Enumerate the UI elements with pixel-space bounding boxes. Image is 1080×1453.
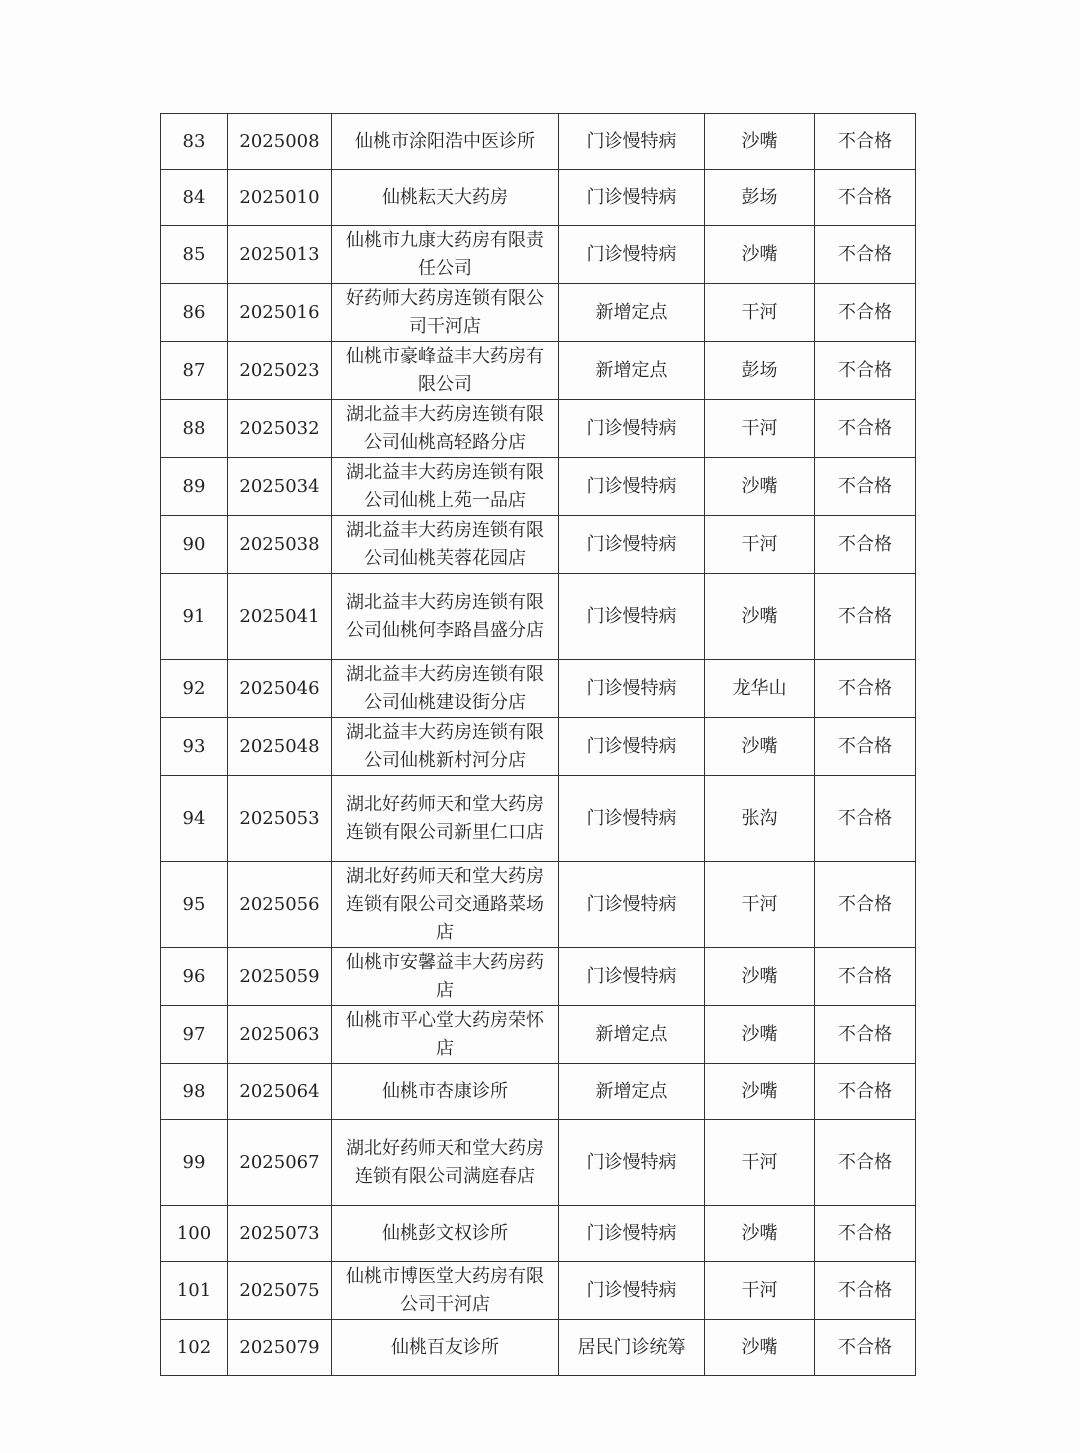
district: 彭场 — [705, 170, 815, 226]
service-type: 门诊慢特病 — [559, 1120, 705, 1206]
institution-code: 2025053 — [228, 776, 332, 862]
institution-name: 仙桃市九康大药房有限责任公司 — [332, 226, 559, 284]
district: 干河 — [705, 1120, 815, 1206]
result: 不合格 — [815, 284, 916, 342]
table-row — [161, 1064, 916, 1120]
institution-name: 湖北益丰大药房连锁有限公司仙桃何李路昌盛分店 — [332, 574, 559, 660]
table-row — [161, 776, 916, 862]
institution-code: 2025023 — [228, 342, 332, 400]
institution-code: 2025046 — [228, 660, 332, 718]
district: 沙嘴 — [705, 574, 815, 660]
result: 不合格 — [815, 718, 916, 776]
service-type: 门诊慢特病 — [559, 170, 705, 226]
institution-code: 2025056 — [228, 862, 332, 948]
result: 不合格 — [815, 458, 916, 516]
district: 彭场 — [705, 342, 815, 400]
table-body — [161, 114, 916, 1376]
result: 不合格 — [815, 400, 916, 458]
service-type: 门诊慢特病 — [559, 718, 705, 776]
institution-code: 2025073 — [228, 1206, 332, 1262]
district: 干河 — [705, 862, 815, 948]
table-row — [161, 342, 916, 400]
institution-code: 2025010 — [228, 170, 332, 226]
institution-name: 湖北益丰大药房连锁有限公司仙桃上苑一品店 — [332, 458, 559, 516]
row-number: 87 — [161, 342, 228, 400]
service-type: 门诊慢特病 — [559, 114, 705, 170]
institution-code: 2025008 — [228, 114, 332, 170]
institution-code: 2025034 — [228, 458, 332, 516]
row-number: 99 — [161, 1120, 228, 1206]
table-row — [161, 458, 916, 516]
institution-name: 仙桃市杏康诊所 — [332, 1064, 559, 1120]
table-row — [161, 226, 916, 284]
service-type: 新增定点 — [559, 1006, 705, 1064]
district: 干河 — [705, 284, 815, 342]
institution-code: 2025032 — [228, 400, 332, 458]
result: 不合格 — [815, 574, 916, 660]
institution-name: 湖北益丰大药房连锁有限公司仙桃建设街分店 — [332, 660, 559, 718]
district: 沙嘴 — [705, 1006, 815, 1064]
result: 不合格 — [815, 1320, 916, 1376]
result: 不合格 — [815, 114, 916, 170]
row-number: 83 — [161, 114, 228, 170]
row-number: 102 — [161, 1320, 228, 1376]
result: 不合格 — [815, 1262, 916, 1320]
institution-code: 2025038 — [228, 516, 332, 574]
table-row — [161, 1262, 916, 1320]
service-type: 门诊慢特病 — [559, 400, 705, 458]
table-row — [161, 660, 916, 718]
institution-code: 2025079 — [228, 1320, 332, 1376]
table-row — [161, 1320, 916, 1376]
institution-name: 仙桃彭文权诊所 — [332, 1206, 559, 1262]
row-number: 97 — [161, 1006, 228, 1064]
institution-name: 好药师大药房连锁有限公司干河店 — [332, 284, 559, 342]
institution-code: 2025041 — [228, 574, 332, 660]
row-number: 86 — [161, 284, 228, 342]
result: 不合格 — [815, 776, 916, 862]
service-type: 居民门诊统筹 — [559, 1320, 705, 1376]
table-row — [161, 948, 916, 1006]
result: 不合格 — [815, 1006, 916, 1064]
row-number: 96 — [161, 948, 228, 1006]
institution-name: 仙桃市安馨益丰大药房药店 — [332, 948, 559, 1006]
row-number: 95 — [161, 862, 228, 948]
service-type: 门诊慢特病 — [559, 776, 705, 862]
result: 不合格 — [815, 1206, 916, 1262]
service-type: 门诊慢特病 — [559, 862, 705, 948]
institution-name: 仙桃市平心堂大药房荣怀店 — [332, 1006, 559, 1064]
institution-name: 湖北益丰大药房连锁有限公司仙桃高轻路分店 — [332, 400, 559, 458]
institution-code: 2025075 — [228, 1262, 332, 1320]
service-type: 新增定点 — [559, 1064, 705, 1120]
institution-name: 湖北好药师天和堂大药房连锁有限公司满庭春店 — [332, 1120, 559, 1206]
district: 干河 — [705, 516, 815, 574]
service-type: 门诊慢特病 — [559, 660, 705, 718]
institution-name: 湖北益丰大药房连锁有限公司仙桃新村河分店 — [332, 718, 559, 776]
result: 不合格 — [815, 1064, 916, 1120]
row-number: 90 — [161, 516, 228, 574]
table-row — [161, 170, 916, 226]
institution-code: 2025016 — [228, 284, 332, 342]
table-row — [161, 400, 916, 458]
table-row — [161, 1206, 916, 1262]
result: 不合格 — [815, 226, 916, 284]
result: 不合格 — [815, 948, 916, 1006]
service-type: 新增定点 — [559, 342, 705, 400]
district: 沙嘴 — [705, 226, 815, 284]
table-row — [161, 718, 916, 776]
row-number: 93 — [161, 718, 228, 776]
row-number: 85 — [161, 226, 228, 284]
institution-name: 湖北好药师天和堂大药房连锁有限公司新里仁口店 — [332, 776, 559, 862]
institution-name: 仙桃市豪峰益丰大药房有限公司 — [332, 342, 559, 400]
service-type: 门诊慢特病 — [559, 458, 705, 516]
district: 沙嘴 — [705, 718, 815, 776]
district: 干河 — [705, 400, 815, 458]
institution-name: 仙桃百友诊所 — [332, 1320, 559, 1376]
table-row — [161, 516, 916, 574]
row-number: 91 — [161, 574, 228, 660]
institution-name: 仙桃市博医堂大药房有限公司干河店 — [332, 1262, 559, 1320]
institution-code: 2025063 — [228, 1006, 332, 1064]
table-row — [161, 574, 916, 660]
service-type: 门诊慢特病 — [559, 574, 705, 660]
institution-name: 仙桃耘天大药房 — [332, 170, 559, 226]
district: 沙嘴 — [705, 458, 815, 516]
result: 不合格 — [815, 342, 916, 400]
result: 不合格 — [815, 1120, 916, 1206]
service-type: 门诊慢特病 — [559, 1206, 705, 1262]
table-row — [161, 284, 916, 342]
row-number: 88 — [161, 400, 228, 458]
institution-code: 2025013 — [228, 226, 332, 284]
institution-code: 2025048 — [228, 718, 332, 776]
row-number: 100 — [161, 1206, 228, 1262]
district: 沙嘴 — [705, 948, 815, 1006]
inspection-results-table — [160, 113, 916, 1376]
district: 张沟 — [705, 776, 815, 862]
institution-name: 仙桃市涂阳浩中医诊所 — [332, 114, 559, 170]
institution-code: 2025064 — [228, 1064, 332, 1120]
district: 干河 — [705, 1262, 815, 1320]
row-number: 94 — [161, 776, 228, 862]
district: 沙嘴 — [705, 1320, 815, 1376]
service-type: 门诊慢特病 — [559, 226, 705, 284]
row-number: 98 — [161, 1064, 228, 1120]
service-type: 门诊慢特病 — [559, 1262, 705, 1320]
district: 沙嘴 — [705, 1064, 815, 1120]
service-type: 门诊慢特病 — [559, 516, 705, 574]
result: 不合格 — [815, 516, 916, 574]
result: 不合格 — [815, 170, 916, 226]
institution-name: 湖北益丰大药房连锁有限公司仙桃芙蓉花园店 — [332, 516, 559, 574]
institution-code: 2025067 — [228, 1120, 332, 1206]
result: 不合格 — [815, 660, 916, 718]
district: 沙嘴 — [705, 114, 815, 170]
result: 不合格 — [815, 862, 916, 948]
institution-code: 2025059 — [228, 948, 332, 1006]
table-row — [161, 1120, 916, 1206]
table-row — [161, 862, 916, 948]
service-type: 新增定点 — [559, 284, 705, 342]
row-number: 101 — [161, 1262, 228, 1320]
row-number: 92 — [161, 660, 228, 718]
district: 沙嘴 — [705, 1206, 815, 1262]
institution-name: 湖北好药师天和堂大药房连锁有限公司交通路菜场店 — [332, 862, 559, 948]
table-row — [161, 1006, 916, 1064]
table-row — [161, 114, 916, 170]
row-number: 84 — [161, 170, 228, 226]
district: 龙华山 — [705, 660, 815, 718]
row-number: 89 — [161, 458, 228, 516]
service-type: 门诊慢特病 — [559, 948, 705, 1006]
